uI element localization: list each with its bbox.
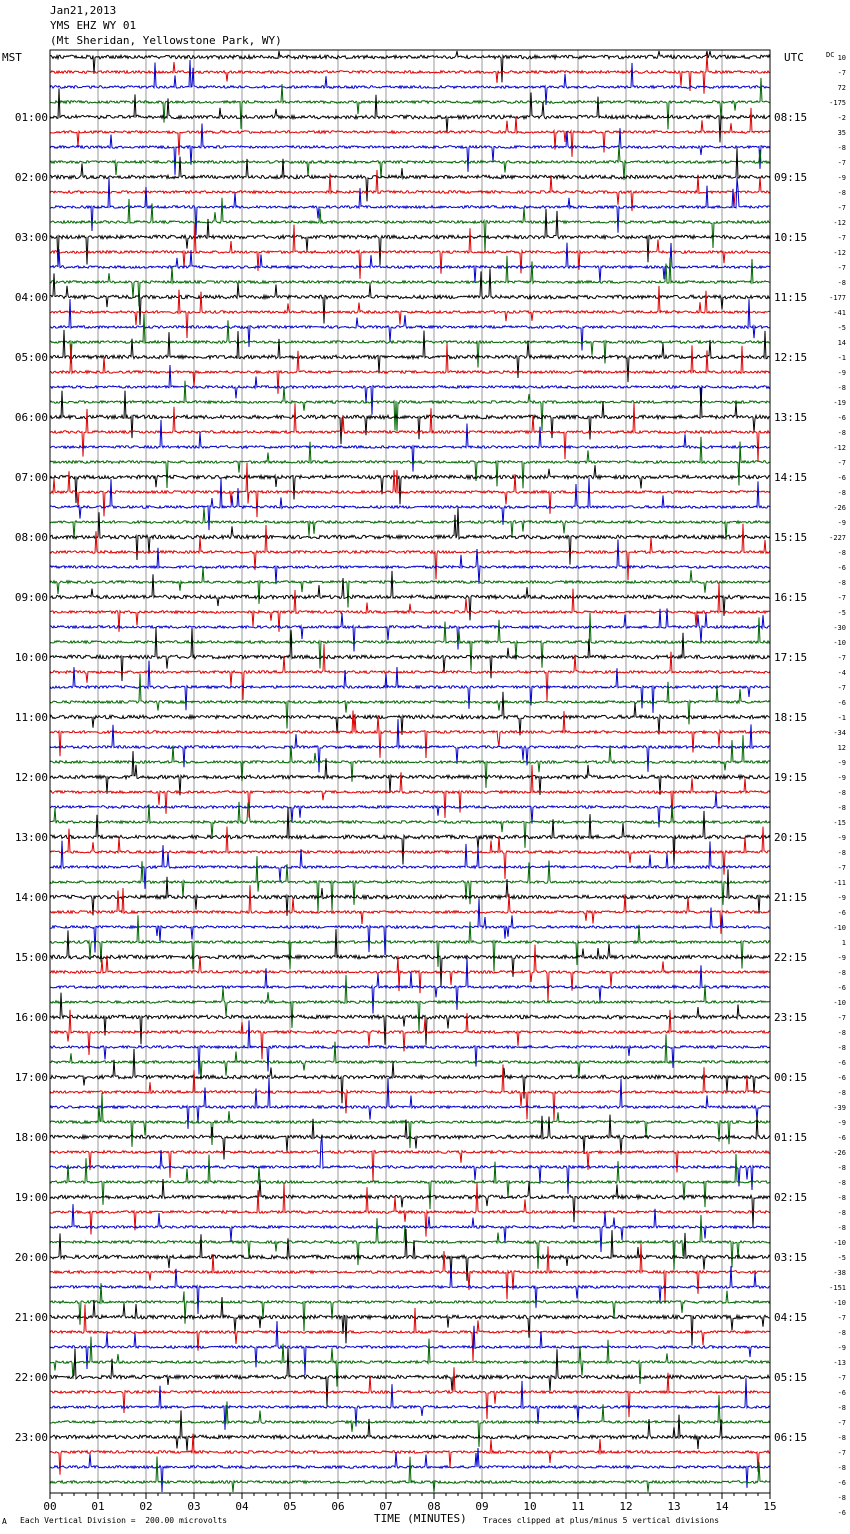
mst-hour-label: 17:00 xyxy=(14,1071,48,1084)
trace-line xyxy=(50,1348,770,1406)
trace-line xyxy=(50,1410,770,1450)
trace-line xyxy=(50,1297,770,1346)
trace-line xyxy=(50,88,770,142)
right-axis-label: UTC xyxy=(784,51,804,64)
dc-offset-value: -8 xyxy=(837,969,846,977)
dc-offset-value: -10 xyxy=(833,924,846,932)
utc-hour-label: 01:15 xyxy=(774,1131,808,1144)
mst-hour-label: 16:00 xyxy=(14,1011,48,1024)
dc-offset-value: -9 xyxy=(837,894,846,902)
x-tick-label: 01 xyxy=(91,1500,105,1513)
mst-hour-label: 14:00 xyxy=(14,891,48,904)
x-tick-label: 14 xyxy=(715,1500,729,1513)
trace-line xyxy=(50,608,770,651)
utc-hour-label: 21:15 xyxy=(774,891,808,904)
dc-offset-value: 12 xyxy=(837,744,846,752)
mst-hour-label: 06:00 xyxy=(14,411,48,424)
dc-offset-value: -1 xyxy=(837,354,846,362)
trace-line xyxy=(50,1304,770,1361)
dc-offset-value: -9 xyxy=(837,1344,846,1352)
dc-offset-value: -7 xyxy=(837,1374,846,1382)
dc-offset-value: -12 xyxy=(833,219,846,227)
dc-offset-value: -30 xyxy=(833,624,846,632)
mst-hour-label: 21:00 xyxy=(14,1311,48,1324)
mst-hour-label: 23:00 xyxy=(14,1431,48,1444)
dc-offset-value: 1 xyxy=(841,939,846,947)
x-tick-label: 03 xyxy=(187,1500,201,1513)
trace-line xyxy=(50,644,770,701)
mst-hour-label: 19:00 xyxy=(14,1191,48,1204)
trace-line xyxy=(50,915,770,971)
dc-offset-value: -8 xyxy=(837,1224,846,1232)
dc-offset-value: 14 xyxy=(837,339,846,347)
x-tick-label: 02 xyxy=(139,1500,153,1513)
dc-offset-value: -15 xyxy=(833,819,846,827)
dc-offset-value: -6 xyxy=(837,564,846,572)
dc-offset-value: -6 xyxy=(837,984,846,992)
dc-offset-value: -10 xyxy=(833,639,846,647)
dc-offset-value: -11 xyxy=(833,879,846,887)
dc-offset-value: -34 xyxy=(833,729,846,737)
dc-offset-value: -9 xyxy=(837,519,846,527)
dc-offset-value: -9 xyxy=(837,174,846,182)
x-tick-label: 09 xyxy=(475,1500,489,1513)
utc-hour-label: 12:15 xyxy=(774,351,808,364)
dc-offset-value: -8 xyxy=(837,279,846,287)
trace-line xyxy=(50,51,770,82)
chart-station: YMS EHZ WY 01 xyxy=(50,19,137,32)
x-tick-label: 04 xyxy=(235,1500,249,1513)
trace-line xyxy=(50,314,770,368)
trace-line xyxy=(50,567,770,608)
dc-offset-value: -6 xyxy=(837,1389,846,1397)
dc-offset-value: -12 xyxy=(833,249,846,257)
dc-label: DC xyxy=(826,51,835,59)
trace-line xyxy=(50,673,770,728)
trace-line xyxy=(50,751,770,795)
utc-hour-label: 06:15 xyxy=(774,1431,808,1444)
dc-offset-value: -41 xyxy=(833,309,846,317)
dc-offset-value: -7 xyxy=(837,864,846,872)
utc-hour-label: 08:15 xyxy=(774,111,808,124)
utc-hour-label: 04:15 xyxy=(774,1311,808,1324)
x-tick-label: 15 xyxy=(763,1500,777,1513)
dc-offset-value: -8 xyxy=(837,189,846,197)
dc-offset-value: -8 xyxy=(837,804,846,812)
dc-offset-value: -7 xyxy=(837,1449,846,1457)
dc-offset-value: -8 xyxy=(837,1179,846,1187)
dc-offset-value: -8 xyxy=(837,789,846,797)
dc-offset-value: -1 xyxy=(837,714,846,722)
dc-offset-value: -7 xyxy=(837,1314,846,1322)
utc-hour-label: 03:15 xyxy=(774,1251,808,1264)
trace-line xyxy=(50,899,770,955)
x-tick-label: 05 xyxy=(283,1500,297,1513)
trace-group xyxy=(50,51,770,1492)
x-axis xyxy=(43,1493,776,1513)
utc-hour-label: 00:15 xyxy=(774,1071,808,1084)
dc-offset-value: -8 xyxy=(837,144,846,152)
dc-offset-value: -9 xyxy=(837,834,846,842)
dc-offset-value: -8 xyxy=(837,429,846,437)
dc-offset-value: 35 xyxy=(837,129,846,137)
dc-offset-value: -8 xyxy=(837,1494,846,1502)
trace-line xyxy=(50,1367,770,1419)
trace-line xyxy=(50,1244,770,1302)
trace-line xyxy=(50,243,770,284)
trace-line xyxy=(50,735,770,788)
dc-offset-value: -19 xyxy=(833,399,846,407)
dc-offset-value: -39 xyxy=(833,1104,846,1112)
dc-offset-value: -10 xyxy=(833,1239,846,1247)
dc-offset-value: 10 xyxy=(837,54,846,62)
dc-offset-value: -10 xyxy=(833,999,846,1007)
dc-offset-value: -10 xyxy=(833,1299,846,1307)
trace-line xyxy=(50,1049,770,1103)
utc-hour-label: 18:15 xyxy=(774,711,808,724)
dc-offset-value: -6 xyxy=(837,474,846,482)
dc-offset-value: -6 xyxy=(837,909,846,917)
trace-line xyxy=(50,507,770,540)
dc-offset-value: -12 xyxy=(833,444,846,452)
trace-line xyxy=(50,1034,770,1079)
trace-line xyxy=(50,224,770,279)
dc-offset-value: -177 xyxy=(829,294,846,302)
clip-note: Traces clipped at plus/minus 5 vertical divisions xyxy=(483,1516,720,1525)
utc-hour-label: 10:15 xyxy=(774,231,808,244)
dc-offset-value: -13 xyxy=(833,1359,846,1367)
utc-hour-label: 20:15 xyxy=(774,831,808,844)
mst-hour-label: 03:00 xyxy=(14,231,48,244)
mst-hour-label: 09:00 xyxy=(14,591,48,604)
dc-offset-value: 72 xyxy=(837,84,846,92)
dc-offset-value: -7 xyxy=(837,234,846,242)
dc-offset-value: -5 xyxy=(837,324,846,332)
dc-offset-value: -8 xyxy=(837,1404,846,1412)
mst-hour-label: 02:00 xyxy=(14,171,48,184)
utc-hour-label: 22:15 xyxy=(774,951,808,964)
trace-line xyxy=(50,958,770,1014)
x-tick-label: 13 xyxy=(667,1500,681,1513)
mst-hour-label: 11:00 xyxy=(14,711,48,724)
chart-date: Jan21,2013 xyxy=(50,4,117,17)
dc-offset-value: -6 xyxy=(837,1134,846,1142)
trace-line xyxy=(50,1183,770,1237)
trace-line xyxy=(50,178,770,236)
trace-line xyxy=(50,1020,770,1074)
dc-offset-value: -6 xyxy=(837,1479,846,1487)
utc-hour-label: 02:15 xyxy=(774,1191,808,1204)
utc-hour-label: 17:15 xyxy=(774,651,808,664)
trace-line xyxy=(50,1321,770,1375)
dc-offset-value: -8 xyxy=(837,849,846,857)
trace-line xyxy=(50,582,770,632)
dc-offset-value: -7 xyxy=(837,594,846,602)
dc-offset-value: -6 xyxy=(837,1509,846,1517)
trace-line xyxy=(50,145,770,181)
utc-hour-label: 19:15 xyxy=(774,771,808,784)
x-tick-label: 06 xyxy=(331,1500,345,1513)
dc-offset-value: -8 xyxy=(837,1089,846,1097)
mst-hour-label: 05:00 xyxy=(14,351,48,364)
dc-offset-value: -8 xyxy=(837,1209,846,1217)
trace-line xyxy=(50,1065,770,1121)
x-axis-title: TIME (MINUTES) xyxy=(374,1512,467,1525)
trace-line xyxy=(50,465,770,504)
trace-line xyxy=(50,330,770,382)
trace-line xyxy=(50,540,770,585)
mst-hour-label: 18:00 xyxy=(14,1131,48,1144)
dc-offset-value: -8 xyxy=(837,1194,846,1202)
trace-line xyxy=(50,802,770,848)
trace-line xyxy=(50,286,770,338)
dc-offset-value: -4 xyxy=(837,669,846,677)
utc-hour-label: 05:15 xyxy=(774,1371,808,1384)
dc-offset-value: -227 xyxy=(829,534,846,542)
trace-line xyxy=(50,1154,770,1209)
dc-offset-value: -8 xyxy=(837,1164,846,1172)
dc-offset-value: -7 xyxy=(837,204,846,212)
dc-offset-value: -5 xyxy=(837,609,846,617)
trace-line xyxy=(50,1093,770,1148)
dc-offset-value: -7 xyxy=(837,69,846,77)
dc-offset-value: -175 xyxy=(829,99,846,107)
trace-line xyxy=(50,929,770,987)
x-tick-label: 10 xyxy=(523,1500,537,1513)
trace-line xyxy=(50,661,770,713)
dc-offset-value: -5 xyxy=(837,1254,846,1262)
trace-line xyxy=(50,1457,770,1493)
dc-offset-value: -8 xyxy=(837,1329,846,1337)
x-tick-label: 12 xyxy=(619,1500,633,1513)
trace-line xyxy=(50,827,770,879)
scale-note: Each Vertical Division = 200.00 microvolts xyxy=(20,1516,228,1525)
mst-hour-label: 08:00 xyxy=(14,531,48,544)
mst-hour-label: 20:00 xyxy=(14,1251,48,1264)
hour-labels xyxy=(15,111,807,1444)
dc-offset-value: -8 xyxy=(837,579,846,587)
dc-offset-value: -26 xyxy=(833,504,846,512)
trace-line xyxy=(50,613,770,671)
trace-line xyxy=(50,945,770,1002)
trace-line xyxy=(50,268,770,325)
dc-offset-value: -7 xyxy=(837,459,846,467)
trace-line xyxy=(50,869,770,915)
trace-line xyxy=(50,437,770,489)
trace-line xyxy=(50,463,770,517)
x-tick-label: 00 xyxy=(43,1500,57,1513)
dc-offset-value: -151 xyxy=(829,1284,846,1292)
dc-offset-value: -9 xyxy=(837,774,846,782)
trace-line xyxy=(50,841,770,889)
trace-line xyxy=(50,719,770,772)
dc-offset-value: -8 xyxy=(837,489,846,497)
dc-offset-value: -6 xyxy=(837,1074,846,1082)
dc-offset-value: -8 xyxy=(837,1044,846,1052)
left-axis-label: MST xyxy=(2,51,22,64)
trace-line xyxy=(50,1283,770,1331)
mst-hour-label: 13:00 xyxy=(14,831,48,844)
trace-line xyxy=(50,765,770,818)
dc-offset-value: -6 xyxy=(837,699,846,707)
trace-line xyxy=(50,692,770,736)
dc-offset-value: -2 xyxy=(837,114,846,122)
dc-offset-value: -7 xyxy=(837,654,846,662)
trace-line xyxy=(50,856,770,912)
mst-hour-label: 04:00 xyxy=(14,291,48,304)
scale-prefix: A xyxy=(2,1517,7,1526)
dc-offset-value: -8 xyxy=(837,1464,846,1472)
trace-line xyxy=(50,381,770,432)
mst-hour-label: 01:00 xyxy=(14,111,48,124)
trace-line xyxy=(50,1395,770,1447)
dc-offset-value: -26 xyxy=(833,1149,846,1157)
utc-hour-label: 15:15 xyxy=(774,531,808,544)
utc-hour-label: 14:15 xyxy=(774,471,808,484)
dc-offset-value: -8 xyxy=(837,549,846,557)
mst-hour-label: 15:00 xyxy=(14,951,48,964)
dc-offset-value: -9 xyxy=(837,954,846,962)
mst-hour-label: 22:00 xyxy=(14,1371,48,1384)
dc-offset-value: -9 xyxy=(837,1119,846,1127)
dc-offset-value: -7 xyxy=(837,1419,846,1427)
trace-line xyxy=(50,60,770,105)
dc-offset-value: -9 xyxy=(837,759,846,767)
chart-location: (Mt Sheridan, Yellowstone Park, WY) xyxy=(50,34,282,47)
mst-hour-label: 10:00 xyxy=(14,651,48,664)
dc-offset-value: -7 xyxy=(837,159,846,167)
dc-offset-value: -6 xyxy=(837,414,846,422)
utc-hour-label: 13:15 xyxy=(774,411,808,424)
trace-line xyxy=(50,403,770,462)
trace-line xyxy=(50,388,770,445)
utc-hour-label: 16:15 xyxy=(774,591,808,604)
dc-offset-value: -6 xyxy=(837,1059,846,1067)
dc-offset-value: -7 xyxy=(837,1014,846,1022)
utc-hour-label: 23:15 xyxy=(774,1011,808,1024)
trace-line xyxy=(50,209,770,266)
utc-hour-label: 09:15 xyxy=(774,171,808,184)
dc-offset-value: -7 xyxy=(837,264,846,272)
trace-line xyxy=(50,420,770,472)
x-tick-label: 08 xyxy=(427,1500,441,1513)
mst-hour-label: 07:00 xyxy=(14,471,48,484)
x-tick-label: 11 xyxy=(571,1500,585,1513)
dc-offset-value: -7 xyxy=(837,684,846,692)
dc-offset-value: -9 xyxy=(837,369,846,377)
dc-offset-value: -8 xyxy=(837,384,846,392)
dc-offset-column xyxy=(826,51,846,1517)
trace-line xyxy=(50,807,770,865)
dc-offset-value: -8 xyxy=(837,1029,846,1037)
dc-offset-value: -8 xyxy=(837,1434,846,1442)
dc-offset-value: -38 xyxy=(833,1269,846,1277)
mst-hour-label: 12:00 xyxy=(14,771,48,784)
utc-hour-label: 11:15 xyxy=(774,291,808,304)
trace-line xyxy=(50,256,770,306)
x-tick-label: 07 xyxy=(379,1500,393,1513)
